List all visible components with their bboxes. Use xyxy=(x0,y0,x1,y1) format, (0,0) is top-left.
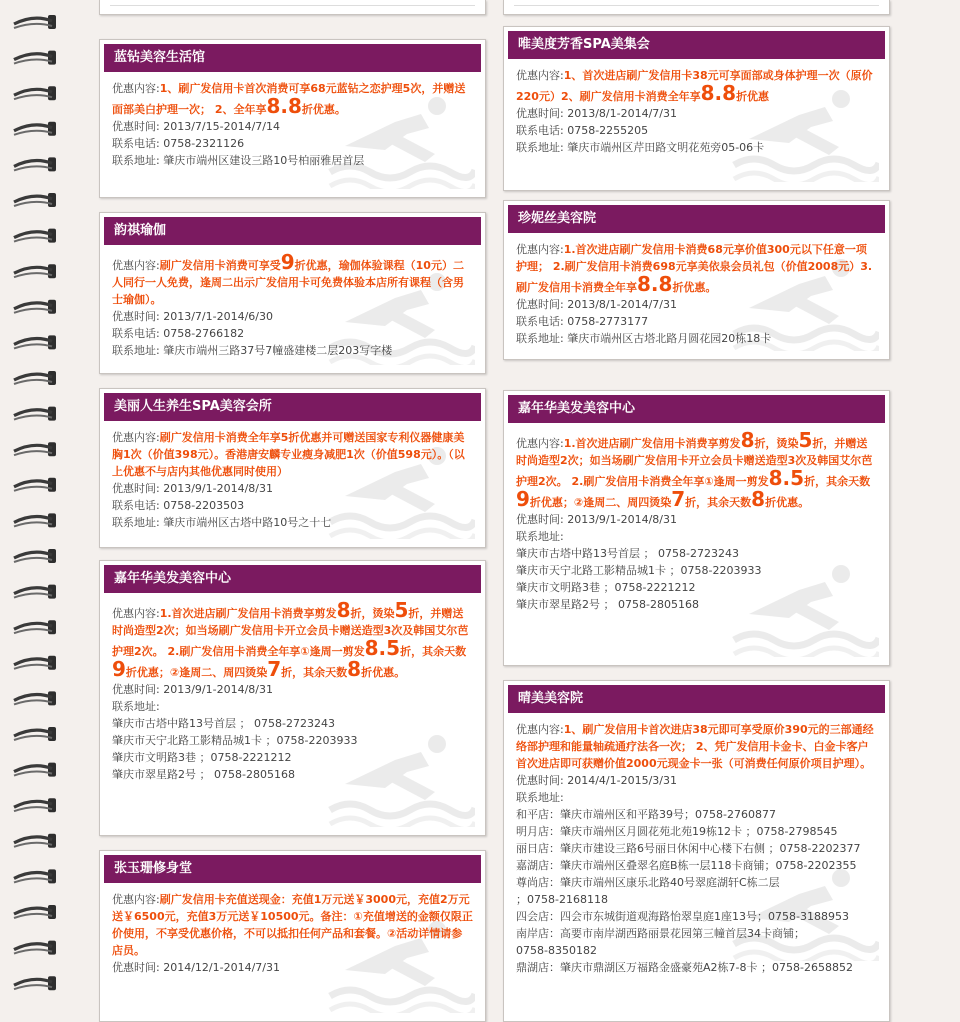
offer-line xyxy=(516,721,877,772)
address-text: 肇庆市端州三路37号7幢盛建楼二层203写字楼 xyxy=(163,344,393,357)
time-line xyxy=(516,105,877,122)
offer-text: 1、刷广发信用卡首次消费可享68元蓝钻之恋护理5次，并赠送面部美白护理一次； 2、全年享 xyxy=(112,82,466,116)
time-label: 优惠时间: xyxy=(516,774,564,787)
time-line xyxy=(516,772,877,789)
merchant-name: 美丽人生养生SPA美容会所 xyxy=(104,393,481,421)
store-line: ；0758-2168118 xyxy=(516,893,608,906)
offer-line xyxy=(516,241,877,296)
offer-label: 优惠内容: xyxy=(516,723,564,736)
discount-number: 8 xyxy=(751,487,766,511)
offer-time: 2013/9/1-2014/8/31 xyxy=(163,683,273,696)
phone-line xyxy=(112,325,473,342)
offer-label: 优惠内容: xyxy=(112,259,160,272)
store-line: 肇庆市翠星路2号 ； 0758-2805168 xyxy=(112,768,295,781)
offer-content xyxy=(112,598,469,681)
offer-text: 1.首次进店刷广发信用卡消费享剪发 xyxy=(563,437,741,450)
phone-label: 联系电话: xyxy=(112,327,160,340)
offer-content xyxy=(112,893,473,957)
store-line: 鼎湖店：肇庆市鼎湖区万福路金盛豪苑A2栋7-8卡 ；0758-2658852 xyxy=(516,961,853,974)
offer-text: 折优惠。 xyxy=(361,666,406,679)
merchant-card xyxy=(503,200,890,360)
spiral-ring xyxy=(14,834,56,848)
address-label: 联系地址: xyxy=(112,516,160,529)
offer-content xyxy=(516,723,874,770)
store-line: 和平店：肇庆市端州区和平路39号；0758-2760877 xyxy=(516,808,776,821)
store-line: 肇庆市文明路3巷 ；0758-2221212 xyxy=(112,751,292,764)
merchant-card xyxy=(99,39,486,198)
spiral-ring xyxy=(14,691,56,705)
merchant-card xyxy=(503,26,890,191)
spiral-ring xyxy=(14,442,56,456)
offer-content xyxy=(112,431,465,478)
store-line: 肇庆市天宁北路工影精品城1卡 ；0758-2203933 xyxy=(112,734,358,747)
spiral-ring xyxy=(14,335,56,349)
offer-time: 2014/4/1-2015/3/31 xyxy=(567,774,677,787)
discount-number: 9 xyxy=(516,487,530,511)
spiral-ring xyxy=(14,798,56,812)
address-line xyxy=(112,152,473,169)
store-line: 尊尚店：肇庆市端州区康乐北路40号翠庭湖轩C栋二层 xyxy=(516,876,780,889)
offer-content xyxy=(516,243,872,294)
offer-text: 刷广发信用卡消费可享受 xyxy=(159,259,281,272)
spiral-ring xyxy=(14,513,56,527)
merchant-card xyxy=(503,680,890,1022)
spiral-ring xyxy=(14,976,56,990)
time-line xyxy=(112,959,473,976)
offer-line xyxy=(112,891,473,959)
store-line: 肇庆市翠星路2号 ； 0758-2805168 xyxy=(516,598,699,611)
spiral-ring xyxy=(14,371,56,385)
offer-text: 折优惠，瑜伽体验课程（10元）二人同行一人免费，逢周二出示广发信用卡可免费体验本店所有课程（含男士瑜伽）。 xyxy=(112,259,464,306)
discount-number: 5 xyxy=(394,598,409,622)
merchant-card xyxy=(503,390,890,666)
offer-line xyxy=(112,80,473,118)
spiral-ring xyxy=(14,585,56,599)
offer-time: 2013/8/1-2014/7/31 xyxy=(567,298,677,311)
store-line: 明月店：肇庆市端州区月圆花苑北苑19栋12卡 ；0758-2798545 xyxy=(516,825,838,838)
offer-label: 优惠内容: xyxy=(516,437,564,450)
spiral-ring xyxy=(14,300,56,314)
discount-number: 9 xyxy=(112,657,126,681)
address-line xyxy=(112,342,473,359)
offer-line xyxy=(516,67,877,105)
offer-text: 刷广发信用卡消费全年享5折优惠并可赠送国家专利仪器健康美胸1次（价值398元）。香港唐安麟专业瘦身减肥1次（价值598元）。（以上优惠不与店内其他优惠同时使用） xyxy=(112,431,465,478)
discount-number: 8.8 xyxy=(266,94,302,118)
offer-label: 优惠内容: xyxy=(112,82,160,95)
offer-line xyxy=(112,250,473,308)
offer-text: 折，其余天数 xyxy=(804,475,871,488)
spiral-ring xyxy=(14,763,56,777)
notebook-spiral-binding xyxy=(0,0,88,1000)
spiral-ring xyxy=(14,656,56,670)
address-label: 联系地址: xyxy=(112,154,160,167)
offer-text: 折优惠。 xyxy=(301,103,346,116)
address-line xyxy=(516,330,877,347)
address-label: 联系地址: xyxy=(112,344,160,357)
address-label: 联系地址: xyxy=(516,141,564,154)
phone-number: 0758-2321126 xyxy=(163,137,245,150)
card-top-edge-right xyxy=(503,0,890,15)
address-label: 联系地址: xyxy=(516,530,564,543)
discount-number: 5 xyxy=(798,428,813,452)
address-text: 肇庆市端州区芹田路文明花苑旁05-06卡 xyxy=(567,141,765,154)
phone-number: 0758-2203503 xyxy=(163,499,245,512)
merchant-name: 蓝钻美容生活馆 xyxy=(104,44,481,72)
discount-number: 8 xyxy=(740,428,755,452)
offer-text: 1.首次进店刷广发信用卡消费享剪发 xyxy=(159,607,337,620)
offer-text: 折优惠；②逢周二、周四烫染 xyxy=(125,666,268,679)
offer-label: 优惠内容: xyxy=(112,431,160,444)
phone-number: 0758-2773177 xyxy=(567,315,649,328)
address-label: 联系地址: xyxy=(516,332,564,345)
store-line: 肇庆市古塔中路13号首层 ； 0758-2723243 xyxy=(112,717,335,730)
offer-text: 折优惠；②逢周二、周四烫染 xyxy=(529,496,672,509)
discount-number: 8.5 xyxy=(364,636,401,660)
time-label: 优惠时间: xyxy=(112,310,160,323)
offer-text: 刷广发信用卡充值送现金：充值1万元送￥3000元，充值2万元送￥6500元，充值3万元送￥10500元。备注：①充值增送的金额仅限正价使用，不享受优惠价格，不可以抵扣任何产品和套餐。②活动详情请参店员。 xyxy=(112,893,473,957)
offer-text: 折，烫染 xyxy=(754,437,799,450)
offer-content xyxy=(516,69,873,103)
spiral-ring xyxy=(14,264,56,278)
merchant-card xyxy=(99,388,486,548)
discount-number: 8.8 xyxy=(700,81,737,105)
time-label: 优惠时间: xyxy=(112,120,160,133)
spiral-ring xyxy=(14,122,56,136)
merchant-name: 晴美美容院 xyxy=(508,685,885,713)
offer-text: 折，并赠送时尚造型2次；如当场刷广发信用卡开立会员卡赠送造型3次及韩国艾尔芭护理2次。 2.刷广发信用卡消费全年享①逢周一剪发 xyxy=(516,437,873,488)
time-label: 优惠时间: xyxy=(112,961,160,974)
merchant-name: 韵祺瑜伽 xyxy=(104,217,481,245)
offer-text: 折优惠 xyxy=(736,90,770,103)
time-label: 优惠时间: xyxy=(112,683,160,696)
discount-number: 7 xyxy=(267,657,282,681)
offer-label: 优惠内容: xyxy=(516,69,564,82)
offer-time: 2014/12/1-2014/7/31 xyxy=(163,961,280,974)
discount-number: 7 xyxy=(671,487,686,511)
offer-text: 折优惠。 xyxy=(765,496,810,509)
offer-line xyxy=(112,429,473,480)
time-line xyxy=(112,308,473,325)
time-line xyxy=(112,118,473,135)
phone-label: 联系电话: xyxy=(516,315,564,328)
address-text: 肇庆市端州区建设三路10号柏丽雅居首层 xyxy=(163,154,365,167)
merchant-card xyxy=(99,212,486,374)
offer-text: 折，烫染 xyxy=(350,607,395,620)
spiral-ring xyxy=(14,407,56,421)
time-label: 优惠时间: xyxy=(516,298,564,311)
offer-text: 1.首次进店刷广发信用卡消费68元享价值300元以下任意一项护理； 2.刷广发信用卡消费698元享美依泉会员礼包（价值2008元）3.刷广发信用卡消费全年享 xyxy=(516,243,873,294)
spiral-ring xyxy=(14,157,56,171)
card-top-edge-left xyxy=(99,0,486,15)
offer-text: 1、刷广发信用卡首次进店38元即可享受原价390元的三部通经络部护理和能量轴疏通疗法各一次； 2、凭广发信用卡金卡、白金卡客户首次进店即可获赠价值2000元现金卡一张（可消费任何原价项目护理）。 xyxy=(516,723,874,770)
discount-number: 9 xyxy=(280,250,295,274)
address-line xyxy=(516,139,877,156)
offer-text: 折，并赠送时尚造型2次；如当场刷广发信用卡开立会员卡赠送造型3次及韩国艾尔芭护理2次。 2.刷广发信用卡消费全年享①逢周一剪发 xyxy=(112,607,469,658)
offer-time: 2013/7/15-2014/7/14 xyxy=(163,120,280,133)
spiral-ring xyxy=(14,229,56,243)
offer-text: 1、首次进店刷广发信用卡38元可享面部或身体护理一次（原价220元）2、刷广发信用卡消费全年享 xyxy=(516,69,873,103)
offer-time: 2013/9/1-2014/8/31 xyxy=(567,513,677,526)
offer-line xyxy=(516,428,877,511)
offer-line xyxy=(112,598,473,681)
offer-text: 折优惠。 xyxy=(672,281,717,294)
offer-content xyxy=(516,428,873,511)
offer-text: 折，其余天数 xyxy=(281,666,348,679)
time-label: 优惠时间: xyxy=(112,482,160,495)
time-line xyxy=(516,511,877,528)
spiral-ring xyxy=(14,941,56,955)
merchant-card xyxy=(99,560,486,836)
store-line: 肇庆市天宁北路工影精品城1卡 ；0758-2203933 xyxy=(516,564,762,577)
spiral-ring xyxy=(14,15,56,29)
address-line xyxy=(516,528,877,545)
time-label: 优惠时间: xyxy=(516,107,564,120)
phone-label: 联系电话: xyxy=(112,137,160,150)
time-line xyxy=(112,480,473,497)
address-line xyxy=(112,698,473,715)
merchant-name: 嘉年华美发美容中心 xyxy=(104,565,481,593)
offer-time: 2013/7/1-2014/6/30 xyxy=(163,310,273,323)
offer-content xyxy=(112,250,464,306)
offer-content xyxy=(112,82,465,116)
offer-label: 优惠内容: xyxy=(112,893,160,906)
store-line: 南岸店：高要市南岸湖西路丽景花园第三幢首层34卡商铺； xyxy=(516,927,805,940)
address-line xyxy=(516,789,877,806)
offer-label: 优惠内容: xyxy=(112,607,160,620)
spiral-ring xyxy=(14,869,56,883)
store-line: 四会店：四会市东城街道观海路怡翠皇庭1座13号；0758-3188953 xyxy=(516,910,849,923)
phone-line xyxy=(516,122,877,139)
time-line xyxy=(112,681,473,698)
offer-time: 2013/9/1-2014/8/31 xyxy=(163,482,273,495)
phone-line xyxy=(112,135,473,152)
time-label: 优惠时间: xyxy=(516,513,564,526)
merchant-card xyxy=(99,850,486,1022)
offer-time: 2013/8/1-2014/7/31 xyxy=(567,107,677,120)
spiral-ring xyxy=(14,86,56,100)
address-text: 肇庆市端州区古塔北路月圆花园20栋18卡 xyxy=(567,332,772,345)
spiral-ring xyxy=(14,51,56,65)
merchant-name: 珍妮丝美容院 xyxy=(508,205,885,233)
store-line: 嘉湖店：肇庆市端州区叠翠名庭B栋一层118卡商铺；0758-2202355 xyxy=(516,859,857,872)
offer-text: 折，其余天数 xyxy=(685,496,752,509)
spiral-ring xyxy=(14,620,56,634)
phone-label: 联系电话: xyxy=(112,499,160,512)
time-line xyxy=(516,296,877,313)
address-label: 联系地址: xyxy=(516,791,564,804)
merchant-name: 张玉珊修身堂 xyxy=(104,855,481,883)
address-line xyxy=(112,514,473,531)
store-line: 丽日店：肇庆市建设三路6号丽日休闲中心楼下右侧 ；0758-2202377 xyxy=(516,842,861,855)
phone-number: 0758-2255205 xyxy=(567,124,649,137)
merchant-name: 唯美度芳香SPA美集会 xyxy=(508,31,885,59)
phone-number: 0758-2766182 xyxy=(163,327,245,340)
address-label: 联系地址: xyxy=(112,700,160,713)
phone-line xyxy=(516,313,877,330)
store-line: 0758-8350182 xyxy=(516,944,597,957)
spiral-ring xyxy=(14,478,56,492)
spiral-ring xyxy=(14,905,56,919)
phone-line xyxy=(112,497,473,514)
discount-number: 8 xyxy=(336,598,351,622)
spiral-ring xyxy=(14,193,56,207)
discount-number: 8.5 xyxy=(768,466,805,490)
offer-text: 折，其余天数 xyxy=(400,645,467,658)
discount-number: 8.8 xyxy=(637,272,673,296)
store-line: 肇庆市古塔中路13号首层 ； 0758-2723243 xyxy=(516,547,739,560)
spiral-ring xyxy=(14,727,56,741)
store-line: 肇庆市文明路3巷 ；0758-2221212 xyxy=(516,581,696,594)
spiral-ring xyxy=(14,549,56,563)
offer-label: 优惠内容: xyxy=(516,243,564,256)
discount-number: 8 xyxy=(347,657,362,681)
phone-label: 联系电话: xyxy=(516,124,564,137)
merchant-name: 嘉年华美发美容中心 xyxy=(508,395,885,423)
address-text: 肇庆市端州区古塔中路10号之十七 xyxy=(163,516,332,529)
